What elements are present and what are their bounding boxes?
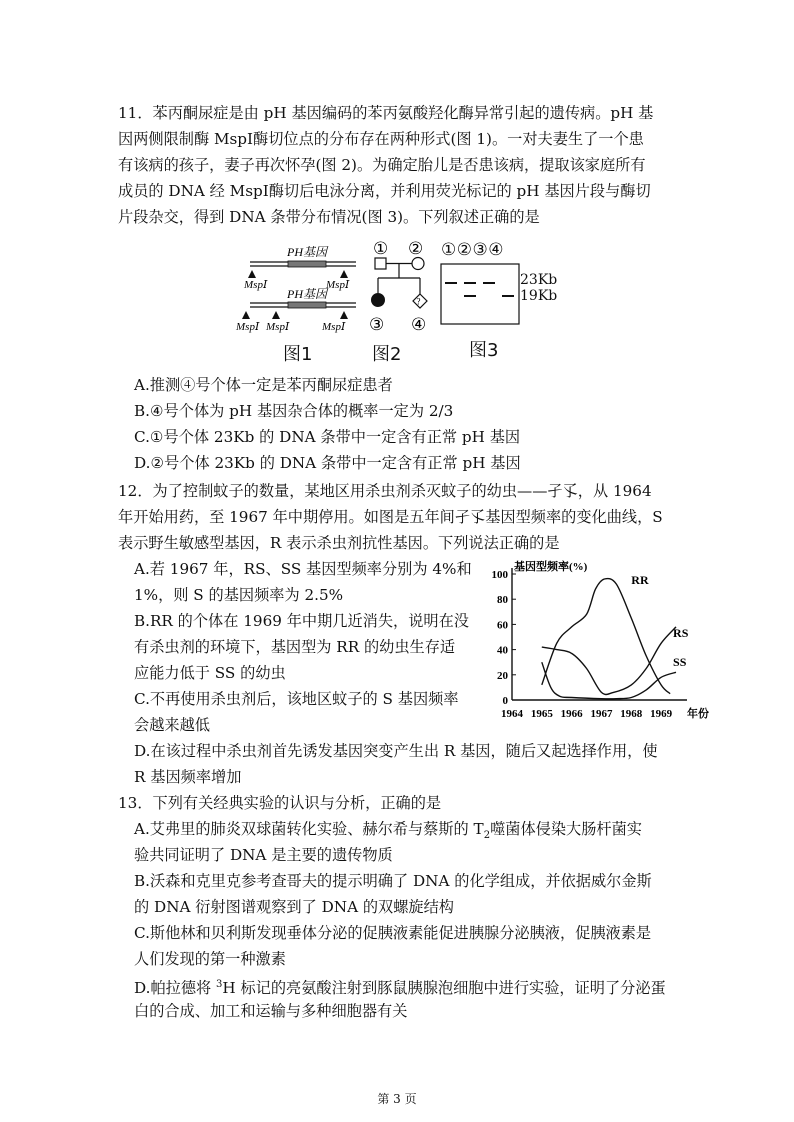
q12-option-b-1: B.RR 的个体在 1969 年中期几近消失，说明在没 [134,612,469,630]
band-23kb-label: 23Kb [520,272,558,288]
fig1-site-arrow [248,270,256,278]
q11-option-d: D.②号个体 23Kb 的 DNA 条带中一定含有正常 pH 基因 [134,454,521,472]
fig1-site-label: MspⅠ [244,279,268,291]
fig2-n4: ④ [411,315,427,334]
q11-option-c: C.①号个体 23Kb 的 DNA 条带中一定含有正常 pH 基因 [134,428,521,446]
y-tick-label-100: 100 [491,569,508,581]
fig1-caption: 图1 [283,344,313,365]
fig2-n2: ② [408,239,424,258]
q12-option-a-1: A.若 1967 年，RS、SS 基因型频率分别为 4%和 [134,560,472,578]
q13-option-c-1: C.斯他林和贝利斯发现垂体分泌的促胰液素能促进胰腺分泌胰液，促胰液素是 [134,924,652,942]
fig1-site-arrow [340,270,348,278]
series-line-rr [542,579,670,694]
q12-line-3: 表示野生敏感型基因，R 表示杀虫剂抗性基因。下列说法正确的是 [118,534,560,552]
q13-option-d-1: D.帕拉德将 $^3$H 标记的亮氨酸注射到豚鼠胰腺泡细胞中进行实验，证明了分泌蛋 [134,979,666,998]
q12-option-b-3: 应能力低于 SS 的幼虫 [134,664,286,682]
series-line-rs [542,627,676,695]
fig2-caption: 图2 [372,344,402,365]
q13-option-a-2: 验共同证明了 DNA 是主要的遗传物质 [134,846,393,864]
y-axis-label: 基因型频率(%) [514,561,588,573]
fig1-site-label: MspⅠ [326,279,350,291]
fig1-gene-box-2 [288,302,326,308]
y-tick-label-0: 0 [502,695,508,707]
q12-option-c-1: C.不再使用杀虫剂后，该地区蚊子的 S 基因频率 [134,690,459,708]
fig3-lane-labels: ①②③④ [441,240,504,260]
q13-option-c-2: 人们发现的第一种激素 [134,950,286,968]
q12-option-b-2: 有杀虫剂的环境下，基因型为 RR 的幼虫生存适 [134,638,456,656]
x-tick-label-1969: 1969 [650,708,673,720]
q11-line-4: 成员的 DNA 经 MspⅠ酶切后电泳分离，并利用荧光标记的 pH 基因片段与酶切 [118,182,651,200]
q11-option-a: A.推测④号个体一定是苯丙酮尿症患者 [134,376,393,394]
x-axis-label: 年份 [687,708,709,720]
y-tick-label-60: 60 [497,619,508,632]
fig3-caption: 图3 [469,340,499,361]
q11-option-b: B.④号个体为 pH 基因杂合体的概率一定为 2/3 [134,402,454,420]
q13-option-a-1: A.艾弗里的肺炎双球菌转化实验、赫尔希与蔡斯的 $T_2$噬菌体侵染大肠杆菌实 [134,820,642,842]
fig1-gene-label: PH基因 [287,245,327,259]
y-tick-label-80: 80 [497,594,508,607]
x-tick-label-1966: 1966 [560,708,583,720]
q12-option-a-2: 1%，则 S 的基因频率为 2.5% [134,586,344,604]
fig2-n1: ① [373,239,389,258]
figure-2 [364,236,436,336]
fig1-site-label: MspⅠ [266,321,290,333]
q13-option-b-2: 的 DNA 衍射图谱观察到了 DNA 的双螺旋结构 [134,898,454,916]
fig1-gene-label-2: PH基因 [287,287,327,301]
q12-line-1: 12．为了控制蚊子的数量，某地区用杀虫剂杀灭蚊子的幼虫——孑孓，从 1964 [118,482,652,500]
page-footer: 第 3 页 [377,1092,417,1106]
q12-line-2: 年开始用药，至 1967 年中期停用。如图是五年间孑孓基因型频率的变化曲线，S [118,508,663,526]
x-tick-label-1964: 1964 [501,708,523,720]
fig1-site-label: MspⅠ [236,321,260,333]
figure-1 [232,240,364,335]
gel-frame [441,264,519,324]
q13-stem: 13．下列有关经典实验的认识与分析，正确的是 [118,794,442,812]
y-tick-label-40: 40 [497,644,508,657]
band-19kb-label: 19Kb [520,288,558,304]
q11-line-1: 11．苯丙酮尿症是由 pH 基因编码的苯丙氨酸羟化酶异常引起的遗传病。pH 基 [118,104,654,122]
q12-option-d-2: R 基因频率增加 [134,768,242,786]
affected-child-symbol [371,293,385,307]
fig2-n3: ③ [369,315,385,334]
q13-option-b-1: B.沃森和克里克参考查哥夫的提示明确了 DNA 的化学组成，并依据威尔金斯 [134,872,652,890]
q12-option-d-1: D.在该过程中杀虫剂首先诱发基因突变产生出 R 基因，随后又起选择作用，使 [134,742,658,760]
x-tick-label-1968: 1968 [620,708,643,720]
q13-option-d-2: 白的合成、加工和运输与多种细胞器有关 [134,1002,408,1020]
x-tick-label-1967: 1967 [590,708,613,720]
fig1-gene-box-1 [288,261,326,267]
x-tick-label-1965: 1965 [530,708,553,720]
male-symbol [375,258,386,269]
series-label-ss: SS [673,654,687,669]
q11-line-2: 因两侧限制酶 MspⅠ酶切位点的分布存在两种形式(图 1)。一对夫妻生了一个患 [118,130,644,148]
q11-line-3: 有该病的孩子，妻子再次怀孕(图 2)。为确定胎儿是否患该病，提取该家庭所有 [118,156,646,174]
fig1-site-label: MspⅠ [322,321,346,333]
series-label-rr: RR [631,573,649,588]
q11-line-5: 片段杂交，得到 DNA 条带分布情况(图 3)。下列叙述正确的是 [118,208,540,226]
series-label-rs: RS [673,626,689,640]
q12-option-c-2: 会越来越低 [134,716,210,734]
female-symbol [412,258,424,270]
y-tick-label-20: 20 [497,669,508,682]
fig2-q: ? [416,296,421,307]
genotype-frequency-chart [474,552,714,728]
